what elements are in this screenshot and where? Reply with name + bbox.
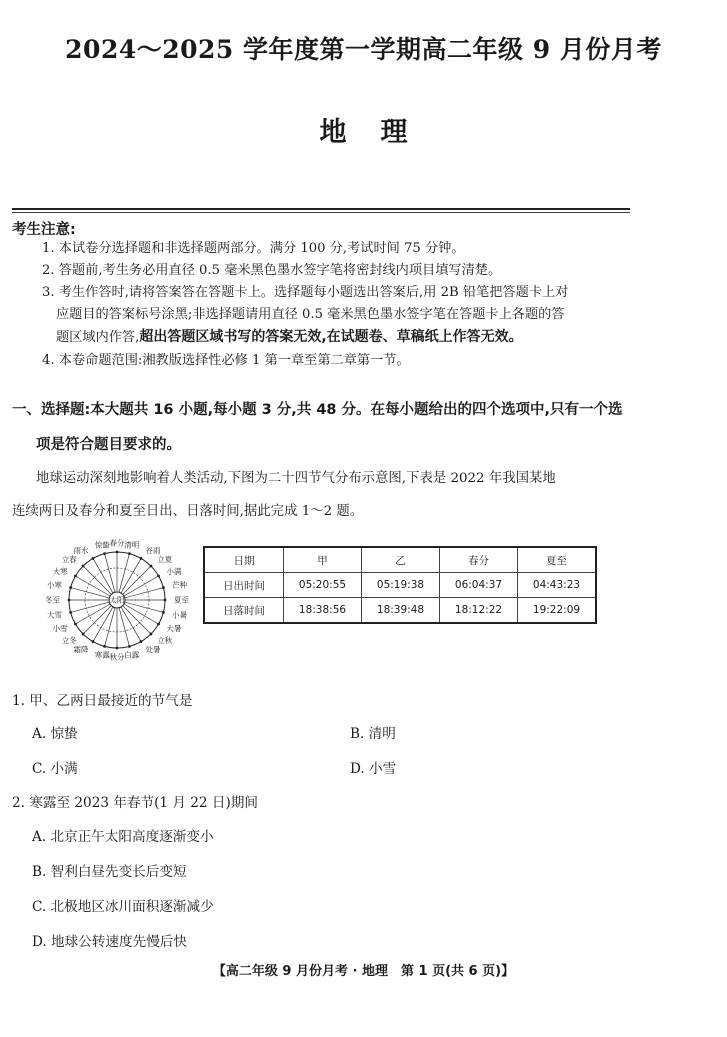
table-cell: 18:39:48 (362, 598, 440, 624)
notice-item-3-plain: 题区域内作答, (56, 330, 140, 345)
term-label: 处暑 (145, 644, 161, 654)
term-point (157, 575, 160, 578)
section-heading: 一、选择题:本大题共 16 小题,每小题 3 分,共 48 分。在每小题给出的四个选项中,只有一个选 (12, 402, 623, 418)
table-header-cell: 日期 (204, 547, 284, 573)
term-point (68, 599, 71, 602)
term-label: 霜降 (73, 644, 89, 654)
notice-item-3-line-1: 3. 考生作答时,请将答案答在答题卡上。选择题每小题选出答案后,用 2B 铅笔把答题卡上对 (42, 285, 569, 300)
term-label: 小雪 (52, 624, 68, 633)
term-point (140, 557, 143, 560)
intro-text-line-1: 地球运动深刻地影响着人类活动,下图为二十四节气分布示意图,下表是 2022 年我国某地 (36, 471, 556, 486)
table-cell: 04:43:23 (518, 573, 597, 598)
term-label: 立秋 (157, 635, 173, 645)
term-label: 冬至 (45, 595, 60, 605)
question-2-option-d[interactable]: D. 地球公转速度先慢后快 (32, 934, 187, 950)
solar-terms-diagram-group (45, 538, 189, 662)
term-label: 白露 (124, 650, 140, 660)
term-point (92, 640, 95, 643)
table-cell: 19:22:09 (518, 598, 597, 624)
term-point (162, 586, 165, 589)
term-point (157, 623, 160, 626)
term-point (116, 647, 119, 650)
term-point (92, 557, 95, 560)
term-label: 大暑 (166, 624, 182, 633)
term-label: 春分 (109, 538, 125, 548)
term-label: 大寒 (52, 567, 68, 576)
term-label: 立夏 (157, 555, 173, 565)
term-spoke (105, 608, 115, 647)
term-spoke (83, 566, 111, 594)
header-divider-thin (12, 212, 630, 213)
table-cell: 18:38:56 (284, 598, 362, 624)
table-header-cell: 夏至 (518, 547, 597, 573)
term-point (69, 586, 72, 589)
table-row (204, 598, 596, 624)
term-spoke (71, 602, 110, 612)
term-label: 谷雨 (145, 546, 161, 556)
term-spoke (119, 608, 129, 647)
sunrise-sunset-table (203, 546, 597, 624)
page-footer: 【高二年级 9 月份月考 · 地理 第 1 页(共 6 页)】 (212, 964, 515, 979)
term-label: 小满 (166, 567, 182, 576)
table-header-cell: 甲 (284, 547, 362, 573)
term-label: 清明 (124, 540, 140, 550)
question-2-stem: 2. 寒露至 2023 年春节(1 月 22 日)期间 (12, 795, 258, 811)
table-cell: 日出时间 (204, 573, 284, 598)
table-header-row (204, 547, 596, 573)
intro-text-line-2: 连续两日及春分和夏至日出、日落时间,据此完成 1～2 题。 (12, 504, 364, 519)
term-label: 寒露 (94, 650, 110, 660)
term-point (128, 552, 131, 555)
notice-item-3-line-3 (56, 326, 523, 349)
term-spoke (125, 588, 164, 598)
solar-terms-diagram (40, 535, 190, 670)
term-label: 雨水 (73, 546, 89, 556)
term-label: 立冬 (61, 635, 77, 645)
table-cell: 05:20:55 (284, 573, 362, 598)
term-label: 惊蛰 (94, 540, 110, 550)
term-point (150, 633, 153, 636)
question-1-option-b[interactable]: B. 清明 (350, 726, 396, 742)
term-label: 小暑 (172, 610, 188, 620)
term-point (128, 645, 131, 648)
table-cell: 06:04:37 (440, 573, 518, 598)
question-1-option-d[interactable]: D. 小雪 (350, 761, 397, 777)
term-spoke (71, 588, 110, 598)
term-point (150, 565, 153, 568)
notice-heading: 考生注意: (12, 222, 76, 238)
question-1-option-c[interactable]: C. 小满 (32, 761, 78, 777)
term-point (74, 623, 77, 626)
term-spoke (123, 566, 151, 594)
question-2-option-b[interactable]: B. 智利白昼先变长后变短 (32, 864, 187, 880)
notice-item-3-line-2: 应题目的答案标号涂黑;非选择题请用直径 0.5 毫米黑色墨水签字笔在答题卡上各题的答 (56, 307, 565, 322)
question-2-option-c[interactable]: C. 北极地区冰川面积逐渐减少 (32, 899, 214, 915)
term-spoke (123, 606, 151, 634)
question-1-option-a[interactable]: A. 惊蛰 (32, 726, 78, 742)
term-point (69, 611, 72, 614)
question-1-stem: 1. 甲、乙两日最接近的节气是 (12, 693, 193, 709)
term-point (116, 551, 119, 554)
question-2-option-a[interactable]: A. 北京正午太阳高度逐渐变小 (32, 829, 214, 845)
term-point (82, 633, 85, 636)
notice-item-3-emphasis: 超出答题区域书写的答案无效,在试题卷、草稿纸上作答无效。 (139, 329, 523, 345)
term-point (82, 565, 85, 568)
term-spoke (125, 602, 164, 612)
table-header-cell: 春分 (440, 547, 518, 573)
term-label: 秋分 (109, 652, 125, 662)
term-label: 夏至 (174, 595, 189, 605)
term-spoke (83, 606, 111, 634)
term-point (74, 575, 77, 578)
header-divider (12, 208, 630, 210)
term-label: 小寒 (46, 580, 62, 590)
term-spoke (105, 554, 115, 593)
term-label: 大雪 (46, 610, 62, 620)
subject-title: 地理 (319, 117, 442, 148)
sun-label: 太阳 (109, 595, 125, 605)
notice-item-1: 1. 本试卷分选择题和非选择题两部分。满分 100 分,考试时间 75 分钟。 (42, 241, 465, 256)
term-point (103, 552, 106, 555)
term-label: 芒种 (172, 580, 188, 590)
notice-item-2: 2. 答题前,考生务必用直径 0.5 毫米黑色墨水签字笔将密封线内项目填写清楚。 (42, 263, 502, 278)
term-point (162, 611, 165, 614)
term-point (164, 599, 167, 602)
term-label: 立春 (61, 555, 77, 565)
table-cell: 日落时间 (204, 598, 284, 624)
table-row (204, 573, 596, 598)
section-heading-cont: 项是符合题目要求的。 (36, 437, 181, 453)
term-point (140, 640, 143, 643)
notice-item-4: 4. 本卷命题范围:湘教版选择性必修 1 第一章至第二章第一节。 (42, 353, 410, 368)
table-cell: 18:12:22 (440, 598, 518, 624)
exam-title: 2024～2025 学年度第一学期高二年级 9 月份月考 (65, 35, 662, 64)
table-cell: 05:19:38 (362, 573, 440, 598)
table-header-cell: 乙 (362, 547, 440, 573)
term-point (103, 645, 106, 648)
term-spoke (119, 554, 129, 593)
